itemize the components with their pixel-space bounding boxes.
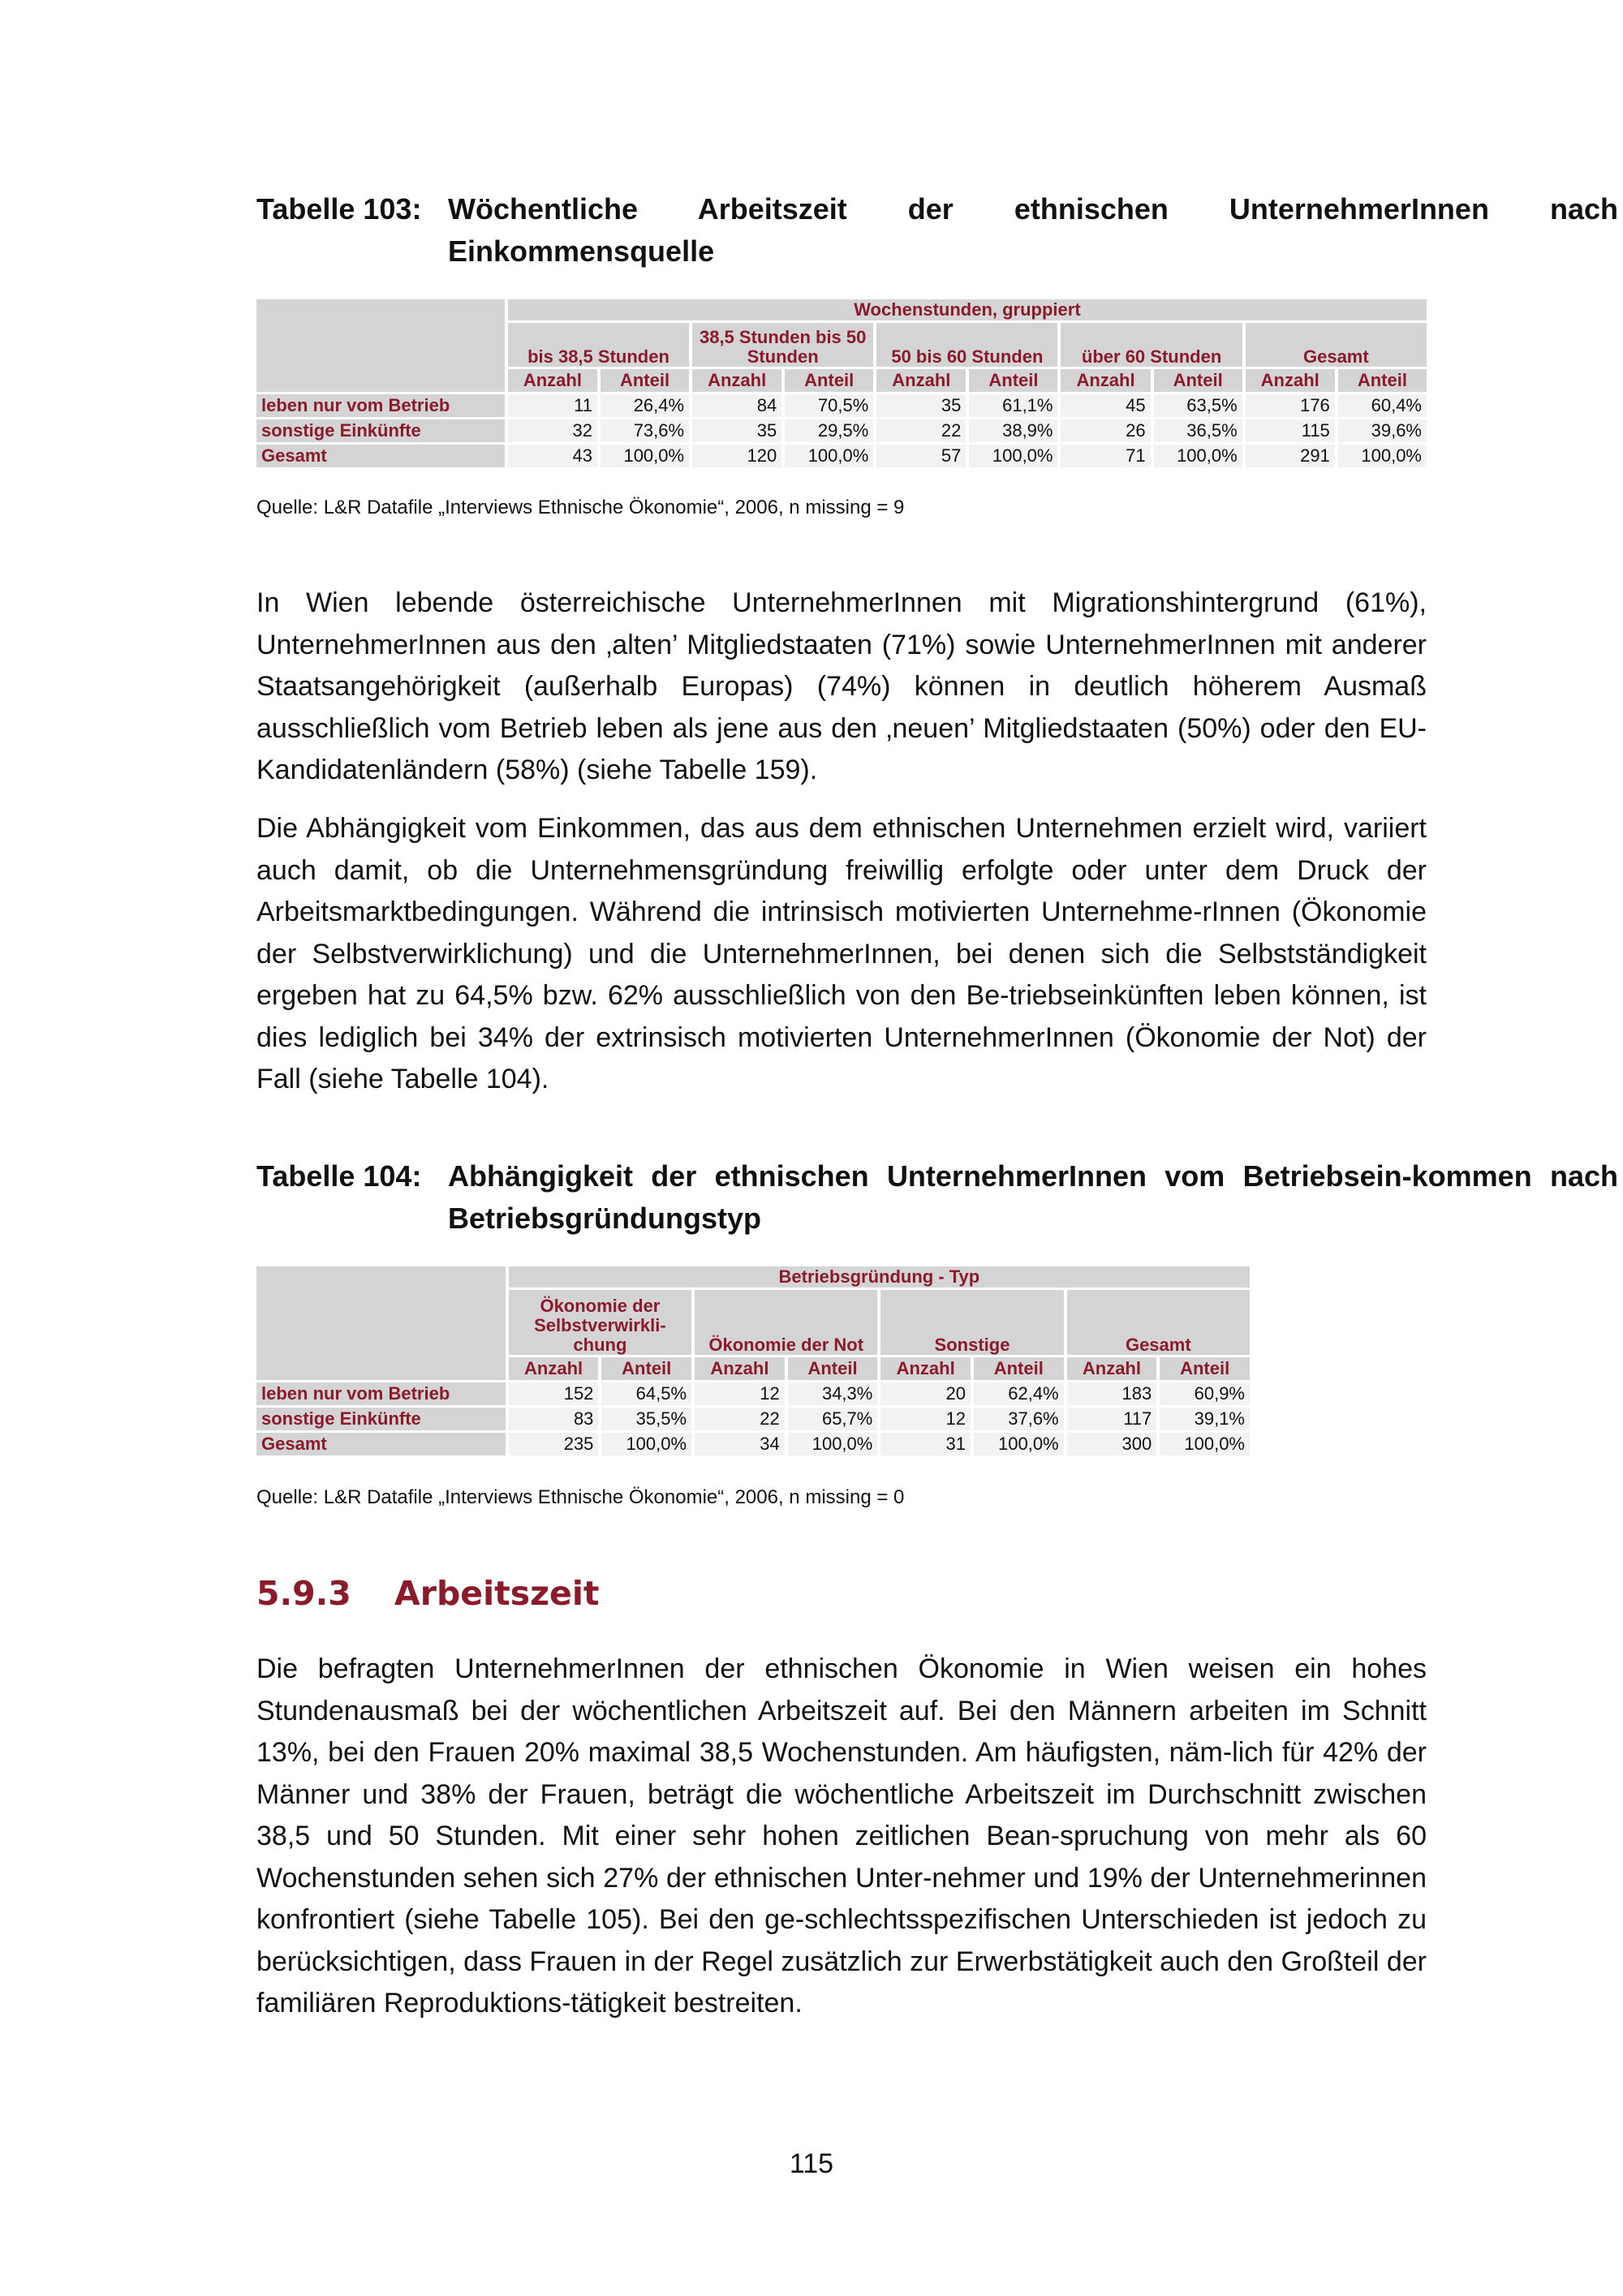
- body-paragraph: In Wien lebende österreichische UnternehmerInnen mit Migrationshintergrund (61%), UnternehmerInnen aus den ‚alten’ Mitgliedstaaten (71%) sowie UnternehmerInnen mit anderer Staatsangehörigkeit (außerhalb Europas) (74%) können in deutlich höherem Ausmaß ausschließlich vom Betrieb leben als jene aus den ‚neuen’ Mitgliedstaaten (50%) oder den EU-Kandidatenländern (58%) (siehe Tabelle 159).: [256, 587, 1427, 785]
- table-cell: 100,0%: [601, 1433, 691, 1455]
- table-104-subheader: Anzahl: [1067, 1357, 1157, 1380]
- table-cell: 60,9%: [1160, 1382, 1250, 1405]
- section-title: Arbeitszeit: [394, 1574, 600, 1613]
- table-row: [256, 445, 1427, 467]
- table-104-subheader: Anzahl: [695, 1357, 785, 1380]
- table-cell: 100,0%: [785, 445, 873, 467]
- table-cell: 26,4%: [601, 394, 689, 417]
- table-104-col-header: Ökonomie der Not: [695, 1290, 877, 1355]
- row-label: sonstige Einkünfte: [256, 419, 505, 442]
- table-104-subheader: Anzahl: [509, 1357, 599, 1380]
- table-104-col-header: Sonstige: [880, 1290, 1063, 1355]
- table-cell: 100,0%: [601, 445, 689, 467]
- table-103-subheader: Anzahl: [876, 369, 966, 392]
- table-cell: 35,5%: [601, 1408, 691, 1430]
- row-label: sonstige Einkünfte: [256, 1408, 506, 1430]
- table-103-subheader: Anzahl: [692, 369, 781, 392]
- table-104-corner: [256, 1266, 506, 1380]
- table-104-group-header: Betriebsgründung - Typ: [509, 1266, 1250, 1288]
- table-cell: 34,3%: [788, 1382, 878, 1405]
- table-104-subheader: Anzahl: [880, 1357, 971, 1380]
- table-row: [256, 1433, 1250, 1455]
- table-cell: 31: [880, 1433, 971, 1455]
- section-number: 5.9.3: [256, 1574, 351, 1613]
- table-103-caption-number: Tabelle 103:: [256, 192, 422, 226]
- table-cell: 235: [509, 1433, 599, 1455]
- table-cell: 32: [508, 419, 597, 442]
- body-paragraph: Die Abhängigkeit vom Einkommen, das aus dem ethnischen Unternehmen erzielt wird, variiert auch damit, ob die Unternehmensgründung freiwillig erfolgte oder unter dem Druck der Arbeitsmarktbedingungen. Während die intrinsisch motivierten Unternehme-rInnen (Ökonomie der Selbstverwirklichung) und die UnternehmerInnen, bei denen sich die Selbstständigkeit ergeben hat zu 64,5% bzw. 62% ausschließlich von den Be-triebseinkünften leben können, ist dies lediglich bei 34% der extrinsisch motivierten UnternehmerInnen (Ökonomie der Not) der Fall (siehe Tabelle 104).: [256, 813, 1427, 1094]
- table-cell: 70,5%: [785, 394, 873, 417]
- table-103-col-header: 50 bis 60 Stunden: [876, 323, 1057, 367]
- table-cell: 20: [880, 1382, 971, 1405]
- table-cell: 291: [1246, 445, 1335, 467]
- table-103-col-header: 38,5 Stunden bis 50 Stunden: [692, 323, 873, 367]
- table-104: [253, 1264, 1253, 1458]
- table-cell: 34: [695, 1433, 785, 1455]
- table-cell: 183: [1067, 1382, 1157, 1405]
- table-cell: 64,5%: [601, 1382, 691, 1405]
- table-row: [256, 394, 1427, 417]
- table-cell: 43: [508, 445, 597, 467]
- table-103-caption-title: Wöchentliche Arbeitszeit der ethnischen UnternehmerInnen nach Einkommensquelle: [448, 192, 1618, 268]
- row-label: leben nur vom Betrieb: [256, 1382, 506, 1405]
- table-cell: 60,4%: [1338, 394, 1427, 417]
- table-103-subheader: Anteil: [785, 369, 873, 392]
- table-cell: 100,0%: [1154, 445, 1242, 467]
- table-row: [256, 1408, 1250, 1430]
- table-103-corner: [256, 299, 505, 392]
- table-cell: 37,6%: [974, 1408, 1064, 1430]
- table-cell: 65,7%: [788, 1408, 878, 1430]
- table-cell: 115: [1246, 419, 1335, 442]
- table-cell: 38,9%: [969, 419, 1057, 442]
- table-104-caption-title: Abhängigkeit der ethnischen UnternehmerInnen vom Betriebsein-kommen nach Betriebsgründungstyp: [448, 1159, 1618, 1235]
- table-cell: 63,5%: [1154, 394, 1242, 417]
- table-cell: 62,4%: [974, 1382, 1064, 1405]
- table-103-subheader: Anteil: [601, 369, 689, 392]
- table-cell: 39,1%: [1160, 1408, 1250, 1430]
- table-103-subheader: Anteil: [1154, 369, 1242, 392]
- table-103-subheader: Anzahl: [508, 369, 597, 392]
- table-cell: 26: [1061, 419, 1150, 442]
- table-103-source: Quelle: L&R Datafile „Interviews Ethnische Ökonomie“, 2006, n missing = 9: [256, 497, 905, 518]
- table-cell: 100,0%: [1338, 445, 1427, 467]
- table-cell: 12: [880, 1408, 971, 1430]
- table-104-col-header: Gesamt: [1067, 1290, 1250, 1355]
- table-cell: 22: [876, 419, 966, 442]
- table-cell: 35: [692, 419, 781, 442]
- table-103-col-header: Gesamt: [1246, 323, 1427, 367]
- table-cell: 39,6%: [1338, 419, 1427, 442]
- table-104-subheader: Anteil: [974, 1357, 1064, 1380]
- table-cell: 176: [1246, 394, 1335, 417]
- table-103-col-header: über 60 Stunden: [1061, 323, 1242, 367]
- table-cell: 71: [1061, 445, 1150, 467]
- table-103-subheader: Anteil: [969, 369, 1057, 392]
- table-103-subheader: Anteil: [1338, 369, 1427, 392]
- table-cell: 117: [1067, 1408, 1157, 1430]
- table-cell: 100,0%: [1160, 1433, 1250, 1455]
- table-cell: 300: [1067, 1433, 1157, 1455]
- table-103-subheader: Anzahl: [1246, 369, 1335, 392]
- table-cell: 12: [695, 1382, 785, 1405]
- table-cell: 57: [876, 445, 966, 467]
- table-cell: 152: [509, 1382, 599, 1405]
- table-104-subheader: Anteil: [1160, 1357, 1250, 1380]
- row-label: Gesamt: [256, 445, 505, 467]
- table-104-caption-number: Tabelle 104:: [256, 1159, 422, 1193]
- table-cell: 29,5%: [785, 419, 873, 442]
- table-104-source: Quelle: L&R Datafile „Interviews Ethnische Ökonomie“, 2006, n missing = 0: [256, 1486, 905, 1508]
- table-cell: 11: [508, 394, 597, 417]
- table-103: [253, 297, 1430, 470]
- table-cell: 73,6%: [601, 419, 689, 442]
- page-number: 115: [789, 2148, 834, 2179]
- body-paragraph: Die befragten UnternehmerInnen der ethnischen Ökonomie in Wien weisen ein hohes Stundenausmaß bei der wöchentlichen Arbeitszeit auf. Bei den Männern arbeiten im Schnitt 13%, bei den Frauen 20% maximal 38,5 Wochenstunden. Am häufigsten, näm-lich für 42% der Männer und 38% der Frauen, beträgt die wöchentliche Arbeitszeit im Durchschnitt zwischen 38,5 und 50 Stunden. Mit einer sehr hohen zeitlichen Bean-spruchung von mehr als 60 Wochenstunden sehen sich 27% der ethnischen Unter-nehmer und 19% der Unternehmerinnen konfrontiert (siehe Tabelle 105). Bei den ge-schlechtsspezifischen Unterschieden ist jedoch zu berücksichtigen, dass Frauen in der Regel zusätzlich zur Erwerbstätigkeit auch den Großteil der familiären Reproduktions-tätigkeit bestreiten.: [256, 1653, 1427, 2019]
- table-cell: 61,1%: [969, 394, 1057, 417]
- table-cell: 100,0%: [788, 1433, 878, 1455]
- table-cell: 120: [692, 445, 781, 467]
- table-cell: 35: [876, 394, 966, 417]
- table-row: [256, 419, 1427, 442]
- table-104-col-header: Ökonomie der Selbstverwirkli-chung: [509, 1290, 691, 1355]
- table-cell: 83: [509, 1408, 599, 1430]
- row-label: leben nur vom Betrieb: [256, 394, 505, 417]
- table-row: [256, 1382, 1250, 1405]
- table-103-col-header: bis 38,5 Stunden: [508, 323, 689, 367]
- table-cell: 84: [692, 394, 781, 417]
- table-cell: 45: [1061, 394, 1150, 417]
- table-cell: 36,5%: [1154, 419, 1242, 442]
- table-103-group-header: Wochenstunden, gruppiert: [508, 299, 1427, 320]
- table-cell: 22: [695, 1408, 785, 1430]
- table-103-subheader: Anzahl: [1061, 369, 1150, 392]
- table-104-subheader: Anteil: [601, 1357, 691, 1380]
- table-cell: 100,0%: [969, 445, 1057, 467]
- row-label: Gesamt: [256, 1433, 506, 1455]
- table-104-subheader: Anteil: [788, 1357, 878, 1380]
- table-cell: 100,0%: [974, 1433, 1064, 1455]
